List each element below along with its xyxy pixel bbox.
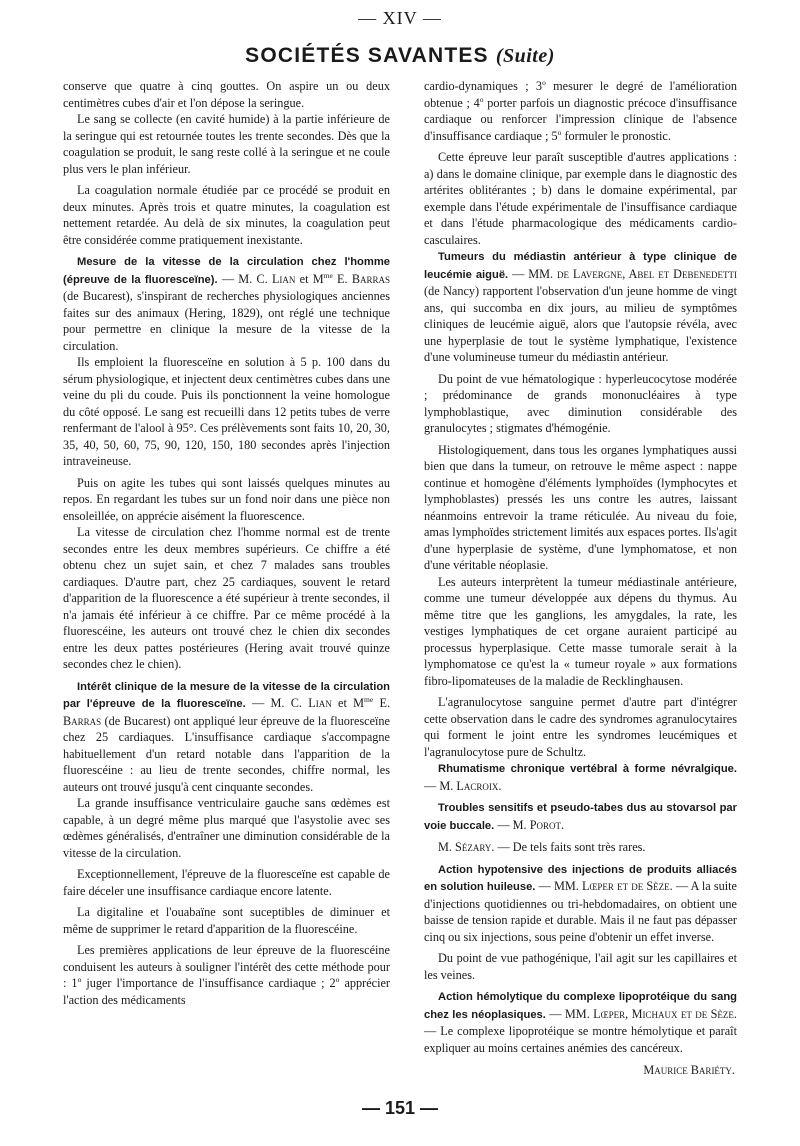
text-run: Les premières applications de leur épreuve de la fluorescéine conduisent les auteurs à souligner l'intérêt des cette méthode pour : 1 (63, 943, 390, 990)
superscript: me (323, 270, 333, 280)
author-name: E. Barras (63, 696, 391, 728)
dash: — M. C. (217, 271, 272, 286)
text-run: juger l'importance de l'insuffisance cardiaque ; 2 (81, 976, 336, 990)
roman-page-number: — XIV — (358, 8, 442, 28)
abstract-body: . — Le complexe lipoprotéique se montre hémolytique et paraît expliquer au moins certaines anémies des cancéreux. (424, 1006, 737, 1055)
paragraph: Du point de vue hématologique : hyperleucocytose modérée ; prédominance de grands mononucléaires à type lymphoblastique, avec diminution considérable des granulocytes ; stigmates d'hémogénie. (424, 371, 737, 435)
paragraph (424, 839, 737, 856)
abstract-body: (de Bucarest), s'inspirant de recherches physiologiques anciennes faites sur des animaux (Hering, 1829), ont réglé une technique pour permettre en clinique la mesure de la vitesse de la circulation. (63, 289, 390, 353)
paragraph (424, 78, 737, 144)
abstract-heading: Action hémolytique du complexe lipoprotéique du sang chez les néoplasiques. (424, 991, 737, 1021)
author-name: Lœper, Michaux et de Sèze (593, 1006, 734, 1021)
abstract-mediastinal-tumors (424, 248, 737, 366)
abstract-rheumatism (424, 760, 737, 794)
dash: — MM. (545, 1006, 594, 1021)
text-run: M. (438, 840, 456, 854)
text-run: apprécier l'action des médicaments (63, 976, 391, 1007)
dash: — MM. (508, 266, 557, 281)
paragraph: Puis on agite les tubes qui sont laissés quelques minutes au repos. En regardant les tubes sur un fond noir dans une pièce non ensoleillée, on apprécie aisément la fluorescence. (63, 475, 390, 523)
author-name: E. Barras (332, 271, 390, 286)
text-run: formuler le pronostic. (561, 128, 671, 143)
section-title (0, 44, 800, 68)
text-run: . — De tels faits sont très rares. (491, 840, 646, 854)
paragraph: Le sang se collecte (en cavité humide) à la partie inférieure de la seringue qui est retournée toutes les trente secondes. Dès que la coagulation se produit, le sang reste collé à la seringue et ne coule plus vers le plan inférieur. (63, 112, 390, 176)
abstract-heading: Troubles sensitifs et pseudo-tabes dus au stovarsol par voie buccale. (424, 802, 737, 832)
author-name: Sézary (455, 840, 492, 854)
abstract-heading: Tumeurs du médiastin antérieur à type clinique de leucémie aiguë. (424, 251, 737, 281)
abstract-circulation-speed (63, 253, 390, 354)
dash: — M. C. (245, 696, 309, 710)
paragraph: La grande insuffisance ventriculaire gauche sans œdèmes est capable, à un degré même plus marqué que l'asystolie avec ses œdèmes généralisés, d'entraîner une diminution considérable de la vitesse de la circulation. (63, 796, 390, 860)
dash: — M. (424, 778, 457, 793)
author-name: Lœper et de Sèze (581, 879, 670, 893)
abstract-hemolytic-action (424, 988, 737, 1056)
abstract-heading: Intérêt clinique de la mesure de la vitesse de la circulation par l'épreuve de la fluoresceïne. (63, 680, 390, 710)
page-number: — 151 — (361, 1098, 439, 1118)
text-run: porter parfois un diagnostic précoce d'insuffisance cardiaque ou renforcer l'impression clinique de l'absence d'insuffisance cardiaque ; 5 (424, 95, 737, 143)
author-name: Lacroix (456, 778, 499, 793)
dash: — MM. (535, 879, 582, 893)
author-name: Lian (271, 271, 296, 286)
abstract-heading: Mesure de la vitesse de la circulation chez l'homme (épreuve de la fluoresceïne). (63, 256, 390, 286)
author-name: Porot (529, 817, 561, 832)
paragraph: La digitaline et l'ouabaïne sont suceptibles de diminuer et même de supprimer le retard d'apparition de la fluorescéine. (63, 905, 390, 936)
author-name: de Lavergne, Abel et Debenedetti (557, 266, 737, 281)
superscript: o (557, 127, 562, 137)
paragraph: Histologiquement, dans tous les organes lymphatiques aussi bien que dans la tumeur, on retrouve le même aspect : nappe continue et homogène d'éléments lymphoïdes (lymphocytes et lymphoblastes) pressés les uns contre les autres, laissant néanmoins entrevoir la trame réticulée. Au niveau du foie, amas lymphoïdes strictement limités aux espaces portes. Ils'agit d'une hyperplasie de système, d'une lymphomatose, et non d'une véritable néoplasie. (424, 442, 737, 572)
paragraph: conserve que quatre à cinq gouttes. On aspire un ou deux centimètres cubes d'air et l'on dépose la seringue. (63, 79, 390, 110)
punctuation: . (561, 817, 565, 832)
superscript: o (77, 974, 82, 984)
conjunction: et M (295, 271, 324, 286)
abstract-stovarsol (424, 799, 737, 834)
text-run: mesurer le degré de l'amélioration obtenue ; 4 (424, 79, 737, 110)
superscript: me (364, 694, 374, 704)
superscript: o (335, 974, 340, 984)
paragraph: Exceptionnellement, l'épreuve de la fluoresceïne est capable de faire déceler une insuffisance cardiaque encore latente. (63, 867, 390, 898)
abstract-body: (de Bucarest) ont appliqué leur épreuve de la fluoresceïne chez 25 cardiaques. L'insuffisance cardiaque s'accompagne habituellement d'un retard notable dans l'apparition de la fluorescéine : au lieu de trente secondes, chiffre normal, les auteurs ont trouvé jusqu'à cent cinquante secondes. (63, 713, 390, 794)
abstract-heading: Action hypotensive des injections de produits alliacés en solution huileuse. (424, 863, 737, 893)
section-title-suite: (Suite) (495, 45, 555, 67)
author-name: Lian (308, 696, 332, 710)
text-run: cardio-dynamiques ; 3 (424, 79, 543, 93)
paragraph: Les auteurs interprètent la tumeur médiastinale antérieure, comme une tumeur développée aux dépens du thymus. Au même titre que les ganglions, les amygdales, la rate, les vestiges lymphatiques de cet organe auraient participé au processus hyperplasique. Cette masse tumorale serait à la lymphomatose ce qu'est la « tumeur royale » aux formations fibro-lipomateuses de la maladie de Recklinghausen. (424, 574, 737, 688)
abstract-body: (de Nancy) rapportent l'observation d'un jeune homme de vingt ans, qui succomba en dix jours, au milieu de symptômes cliniques de leucémie aiguë, alors que l'autopsie révéla, avec une hyperplasie de tout le système lymphatique, l'existence d'une volumineuse tumeur du médiastin antérieur. (424, 284, 737, 364)
paragraph: L'agranulocytose sanguine permet d'autre part d'intégrer cette observation dans le cadre des syndromes agranulocytaires qui forment le joint entre les syndromes leucémiques et l'agranulocytose pure de Schultz. (424, 695, 737, 759)
author-signature: Maurice Bariéty. (643, 1063, 735, 1077)
abstract-body: . — A la suite d'injections quotidiennes ou tri-hebdomadaires, on obtient une baisse de tension rapide et durable. Mais il ne faut pas dépasser cinq ou six injections, sous peine d'obtenir un effet inverse. (424, 879, 737, 944)
conjunction: et M (331, 696, 365, 710)
abstract-clinical-interest (63, 678, 390, 796)
dash: — M. (494, 817, 530, 832)
abstract-hypotensive-action (424, 861, 737, 946)
right-column (424, 78, 737, 1079)
paragraph: La vitesse de circulation chez l'homme normal est de trente secondes entre les deux membres supérieurs. Ce chiffre a été obtenu chez un sujet sain, et chez 7 malades sans troubles cardiaques. D'autre part, chez 25 cardiaques, souvent le retard d'apparition de la fluorescence a été supérieur à trente secondes, il n'a jamais été inférieur à ce chiffre. Par ce même procédé à la fluorescéine, les auteurs ont trouvé chez le chien dix secondes entre les deux pattes postérieures (Hering avait trouvé quinze secondes chez le chien). (63, 525, 390, 671)
paragraph: Du point de vue pathogénique, l'ail agit sur les capillaires et les veines. (424, 951, 737, 982)
paragraph: Cette épreuve leur paraît susceptible d'autres applications : a) dans le domaine clinique, par exemple dans le diagnostic des artérites oblitérantes ; b) dans le domaine expérimental, par exemple dans l'étude expérimentale de l'insuffisance cardiaque et dans l'étude pharmacologique des médicaments cardio-casculaires. (424, 150, 737, 247)
left-column (63, 78, 390, 1008)
paragraph: La coagulation normale étudiée par ce procédé se produit en deux minutes. Après trois et quatre minutes, la coagulation est nettement retardée. Au delà de six minutes, la coagulation peut être considérée comme pratiquement inexistante. (63, 183, 390, 247)
punctuation: . (498, 778, 502, 793)
superscript: o (542, 77, 546, 87)
section-title-text: SOCIÉTÉS SAVANTES (245, 44, 489, 67)
paragraph (63, 942, 390, 1008)
abstract-heading: Rhumatisme chronique vertébral à forme névralgique. (438, 763, 737, 775)
paragraph: Ils emploient la fluoresceïne en solution à 5 p. 100 dans du sérum physiologique, et injectent deux centimètres cubes dans une veine du pli du coude. Puis ils ponctionnent la veine homologue du côté opposé. Le sang est recueilli dans 12 petits tubes de verre renfermant de l'alool à 95°. Ces prélèvements sont faits 10, 20, 30, 35, 40, 50, 60, 75, 90, 120, 150, 180 secondes après l'injection intraveineuse. (63, 355, 390, 468)
superscript: o (479, 94, 484, 104)
